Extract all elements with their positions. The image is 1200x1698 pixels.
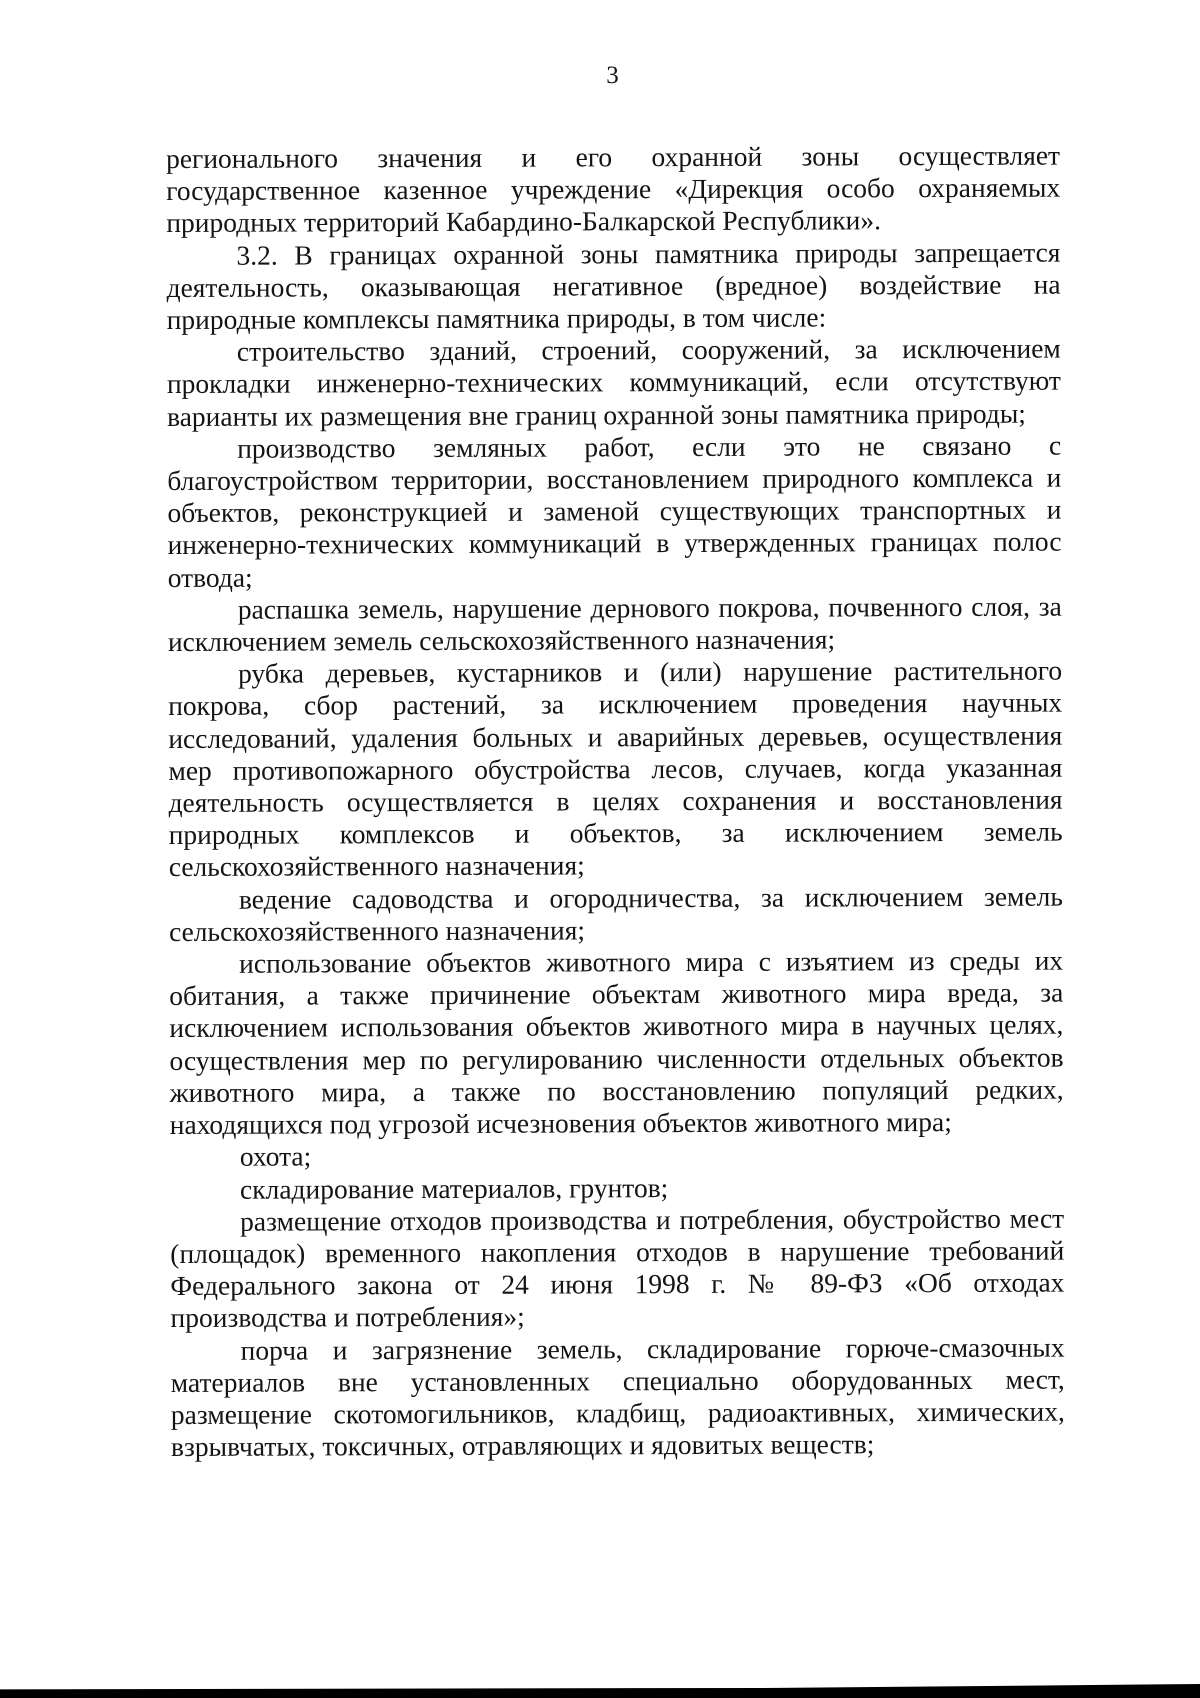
paragraph: регионального значения и его охранной зоны осуществляет государственное казенное учреждение «Дирекция особо охраняемых природных территорий Кабардино-Балкарской Республики». xyxy=(166,139,1061,239)
paragraph: производство земляных работ, если это не связано с благоустройством территории, восстановлением природного комплекса и объектов, реконструкцией и заменой существующих транспортных и инженерно-технических коммуникаций в утвержденных границах полос отвода; xyxy=(167,429,1062,593)
paragraph: рубка деревьев, кустарников и (или) нарушение растительного покрова, сбор растений, за исключением проведения научных исследований, удаления больных и аварийных деревьев, осуществления мер противопожарного обустройства лесов, случаев, когда указанная деятельность осуществляется в целях сохранения и восстановления природных комплексов и объектов, за исключением земель сельскохозяйственного назначения; xyxy=(168,654,1063,883)
paragraph: строительство зданий, строений, сооружений, за исключением прокладки инженерно-технических коммуникаций, если отсутствуют варианты их размещения вне границ охранной зоны памятника природы; xyxy=(166,332,1061,432)
paragraph: складирование материалов, грунтов; xyxy=(239,1171,669,1205)
paragraph: размещение отходов производства и потребления, обустройство мест (площадок) временного накопления отходов в нарушение требований Федерального закона от 24 июня 1998 г. № 89-ФЗ «Об отходах производства и потребления»; xyxy=(170,1202,1065,1334)
paragraph: ведение садоводства и огородничества, за исключением земель сельскохозяйственного назначения; xyxy=(168,880,1063,947)
paragraph: использование объектов животного мира с изъятием из среды их обитания, а также причинение объектам животного мира вреда, за исключением использования объектов животного мира в научных целях, осуществления мер по регулированию численности отдельных объектов животного мира, а также по восстановлению популяций редких, находящихся под угрозой исчезновения объектов животного мира; xyxy=(169,944,1064,1141)
paragraph: порча и загрязнение земель, складирование горюче-смазочных материалов вне установленных специально оборудованных мест, размещение скотомогильников, кладбищ, радиоактивных, химических, взрывчатых, токсичных, отравляющих и ядовитых веществ; xyxy=(170,1331,1065,1463)
page-number: 3 xyxy=(606,62,619,89)
paragraph: 3.2. В границах охранной зоны памятника природы запрещается деятельность, оказывающая негативное (вредное) воздействие на природные комплексы памятника природы, в том числе: xyxy=(166,236,1061,336)
scan-edge-shadow xyxy=(0,1684,1200,1698)
document-body xyxy=(166,140,1065,1464)
paragraph: распашка земель, нарушение дернового покрова, почвенного слоя, за исключением земель сельскохозяйственного назначения; xyxy=(167,590,1062,658)
paragraph: охота; xyxy=(239,1140,312,1173)
